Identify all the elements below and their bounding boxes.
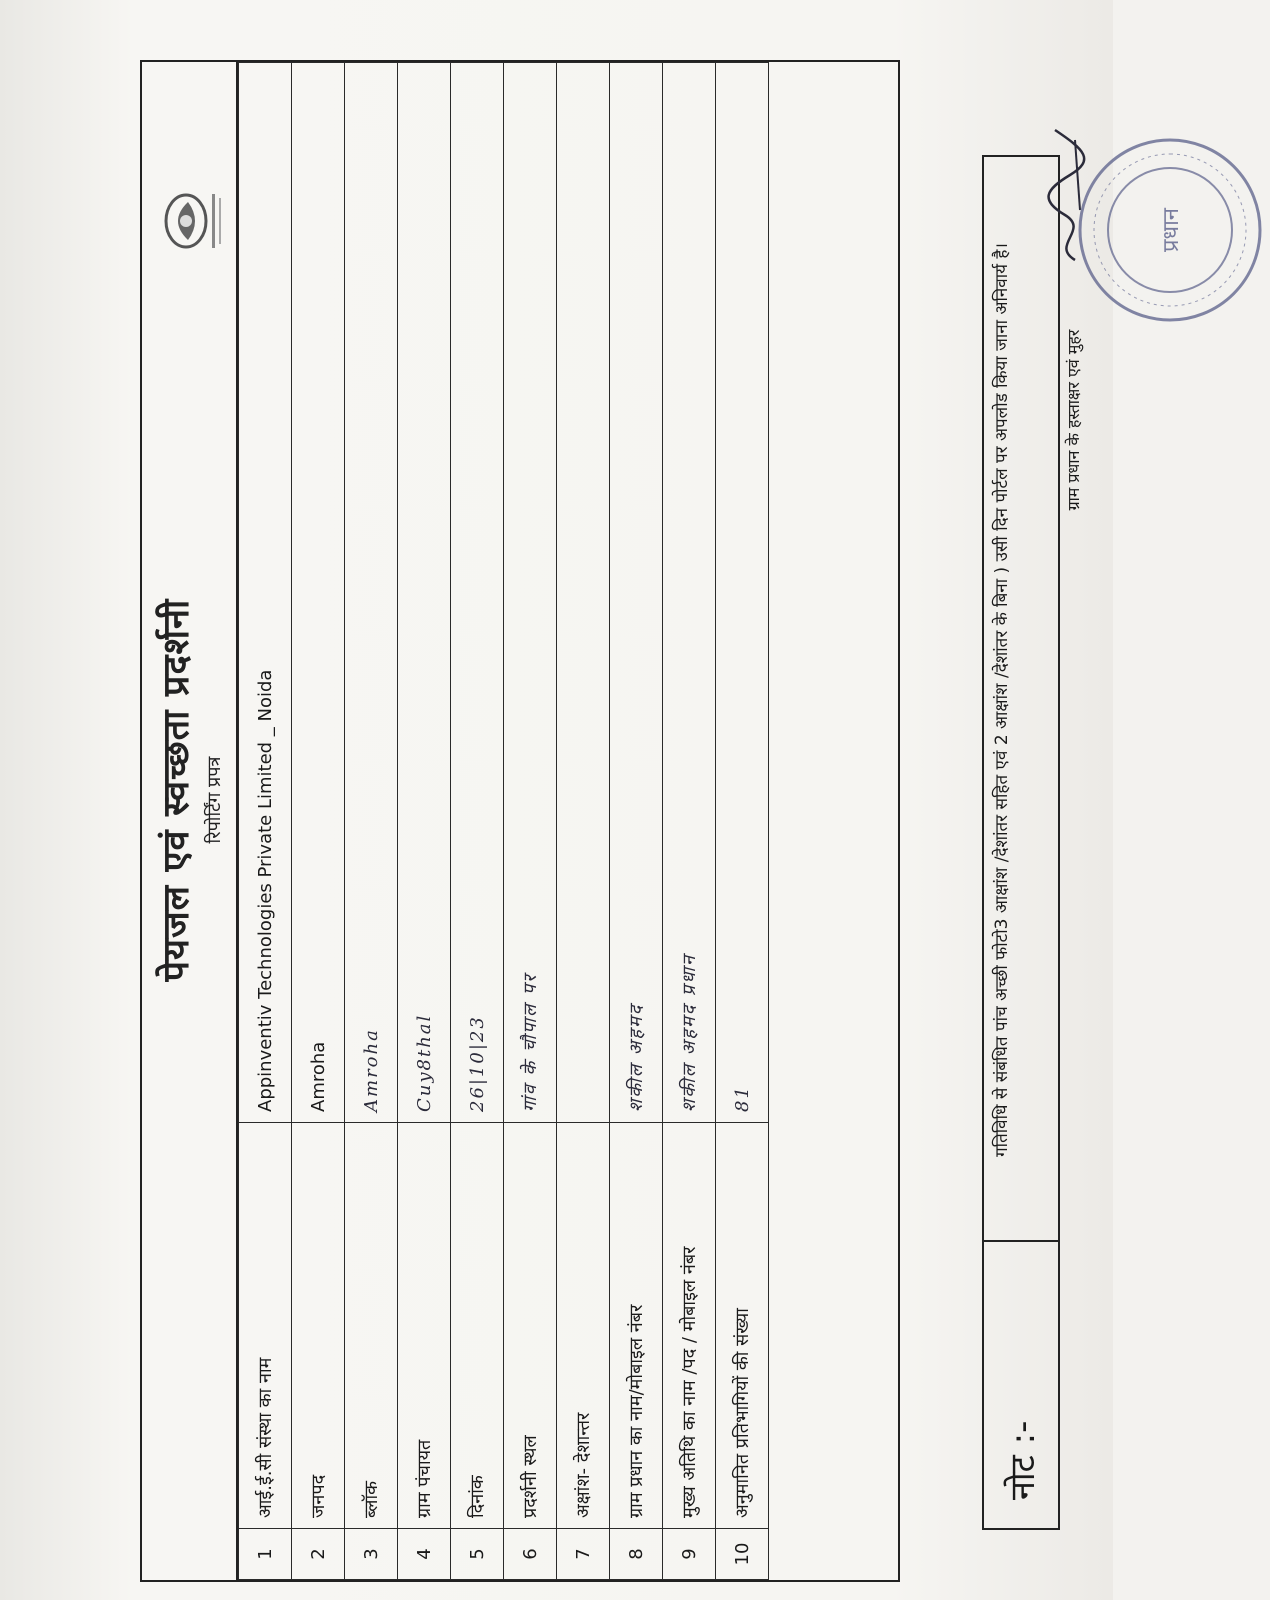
row-number: 8	[610, 1529, 663, 1580]
signature-label: ग्राम प्रधान के हस्ताक्षर एवं मुहर	[1064, 329, 1083, 511]
table-row	[716, 63, 769, 1580]
jal-jeevan-logo-icon	[158, 182, 228, 260]
row-number: 2	[292, 1529, 345, 1580]
row-number: 7	[557, 1529, 610, 1580]
row-label: ब्लॉक	[345, 1123, 398, 1529]
row-value	[557, 63, 610, 1123]
row-value: 81	[716, 63, 769, 1123]
row-value: Cuy8thal	[398, 63, 451, 1123]
row-label: प्रदर्शनी स्थल	[504, 1123, 557, 1529]
row-number: 1	[239, 1529, 292, 1580]
note-text: गतिविधि से संबंधित पांच अच्छी फोटो3 आक्षांश /देशांतर सहित एवं 2 आक्षांश /देशांतर के बिना ) उसी दिन पोर्टल पर अपलोड किया जाना अनिवार्य है।	[992, 243, 1012, 1157]
page-subtitle: रिपोर्टिंग प्रपत्र	[204, 756, 225, 844]
pradhan-stamp	[1070, 130, 1270, 330]
row-label: अनुमानित प्रतिभागियों की संख्या	[716, 1123, 769, 1529]
row-value: शकील अहमद प्रधान	[663, 63, 716, 1123]
page-title: पेयजल एवं स्वच्छता प्रदर्शनी	[156, 598, 197, 982]
note-label: नोट :-	[982, 1240, 1060, 1530]
row-number: 10	[716, 1529, 769, 1580]
table-row	[663, 63, 716, 1580]
table-row	[239, 63, 292, 1580]
row-value: शकील अहमद	[610, 63, 663, 1123]
row-number: 3	[345, 1529, 398, 1580]
row-label: अक्षांश- देशान्तर	[557, 1123, 610, 1529]
row-label: ग्राम प्रधान का नाम/मोबाइल नंबर	[610, 1123, 663, 1529]
row-value: 26|10|23	[451, 63, 504, 1123]
row-number: 5	[451, 1529, 504, 1580]
table-row	[557, 63, 610, 1580]
row-label: ग्राम पंचायत	[398, 1123, 451, 1529]
table-row	[451, 63, 504, 1580]
table-row	[345, 63, 398, 1580]
row-label: मुख्य अतिथि का नाम /पद / मोबाइल नंबर	[663, 1123, 716, 1529]
row-label: दिनांक	[451, 1123, 504, 1529]
row-value: Appinventiv Technologies Private Limited _ Noida	[239, 63, 292, 1123]
row-number: 9	[663, 1529, 716, 1580]
row-number: 4	[398, 1529, 451, 1580]
row-value: Amroha	[292, 63, 345, 1123]
row-value: Amroha	[345, 63, 398, 1123]
row-label: जनपद	[292, 1123, 345, 1529]
table-row	[292, 63, 345, 1580]
table-row	[504, 63, 557, 1580]
report-table	[238, 62, 769, 1580]
row-number: 6	[504, 1529, 557, 1580]
table-row	[398, 63, 451, 1580]
table-row	[610, 63, 663, 1580]
stamp-text: प्रधान	[1159, 208, 1184, 252]
row-label: आई.ई.सी संस्था का नाम	[239, 1123, 292, 1529]
row-value: गांव के चौपाल पर	[504, 63, 557, 1123]
